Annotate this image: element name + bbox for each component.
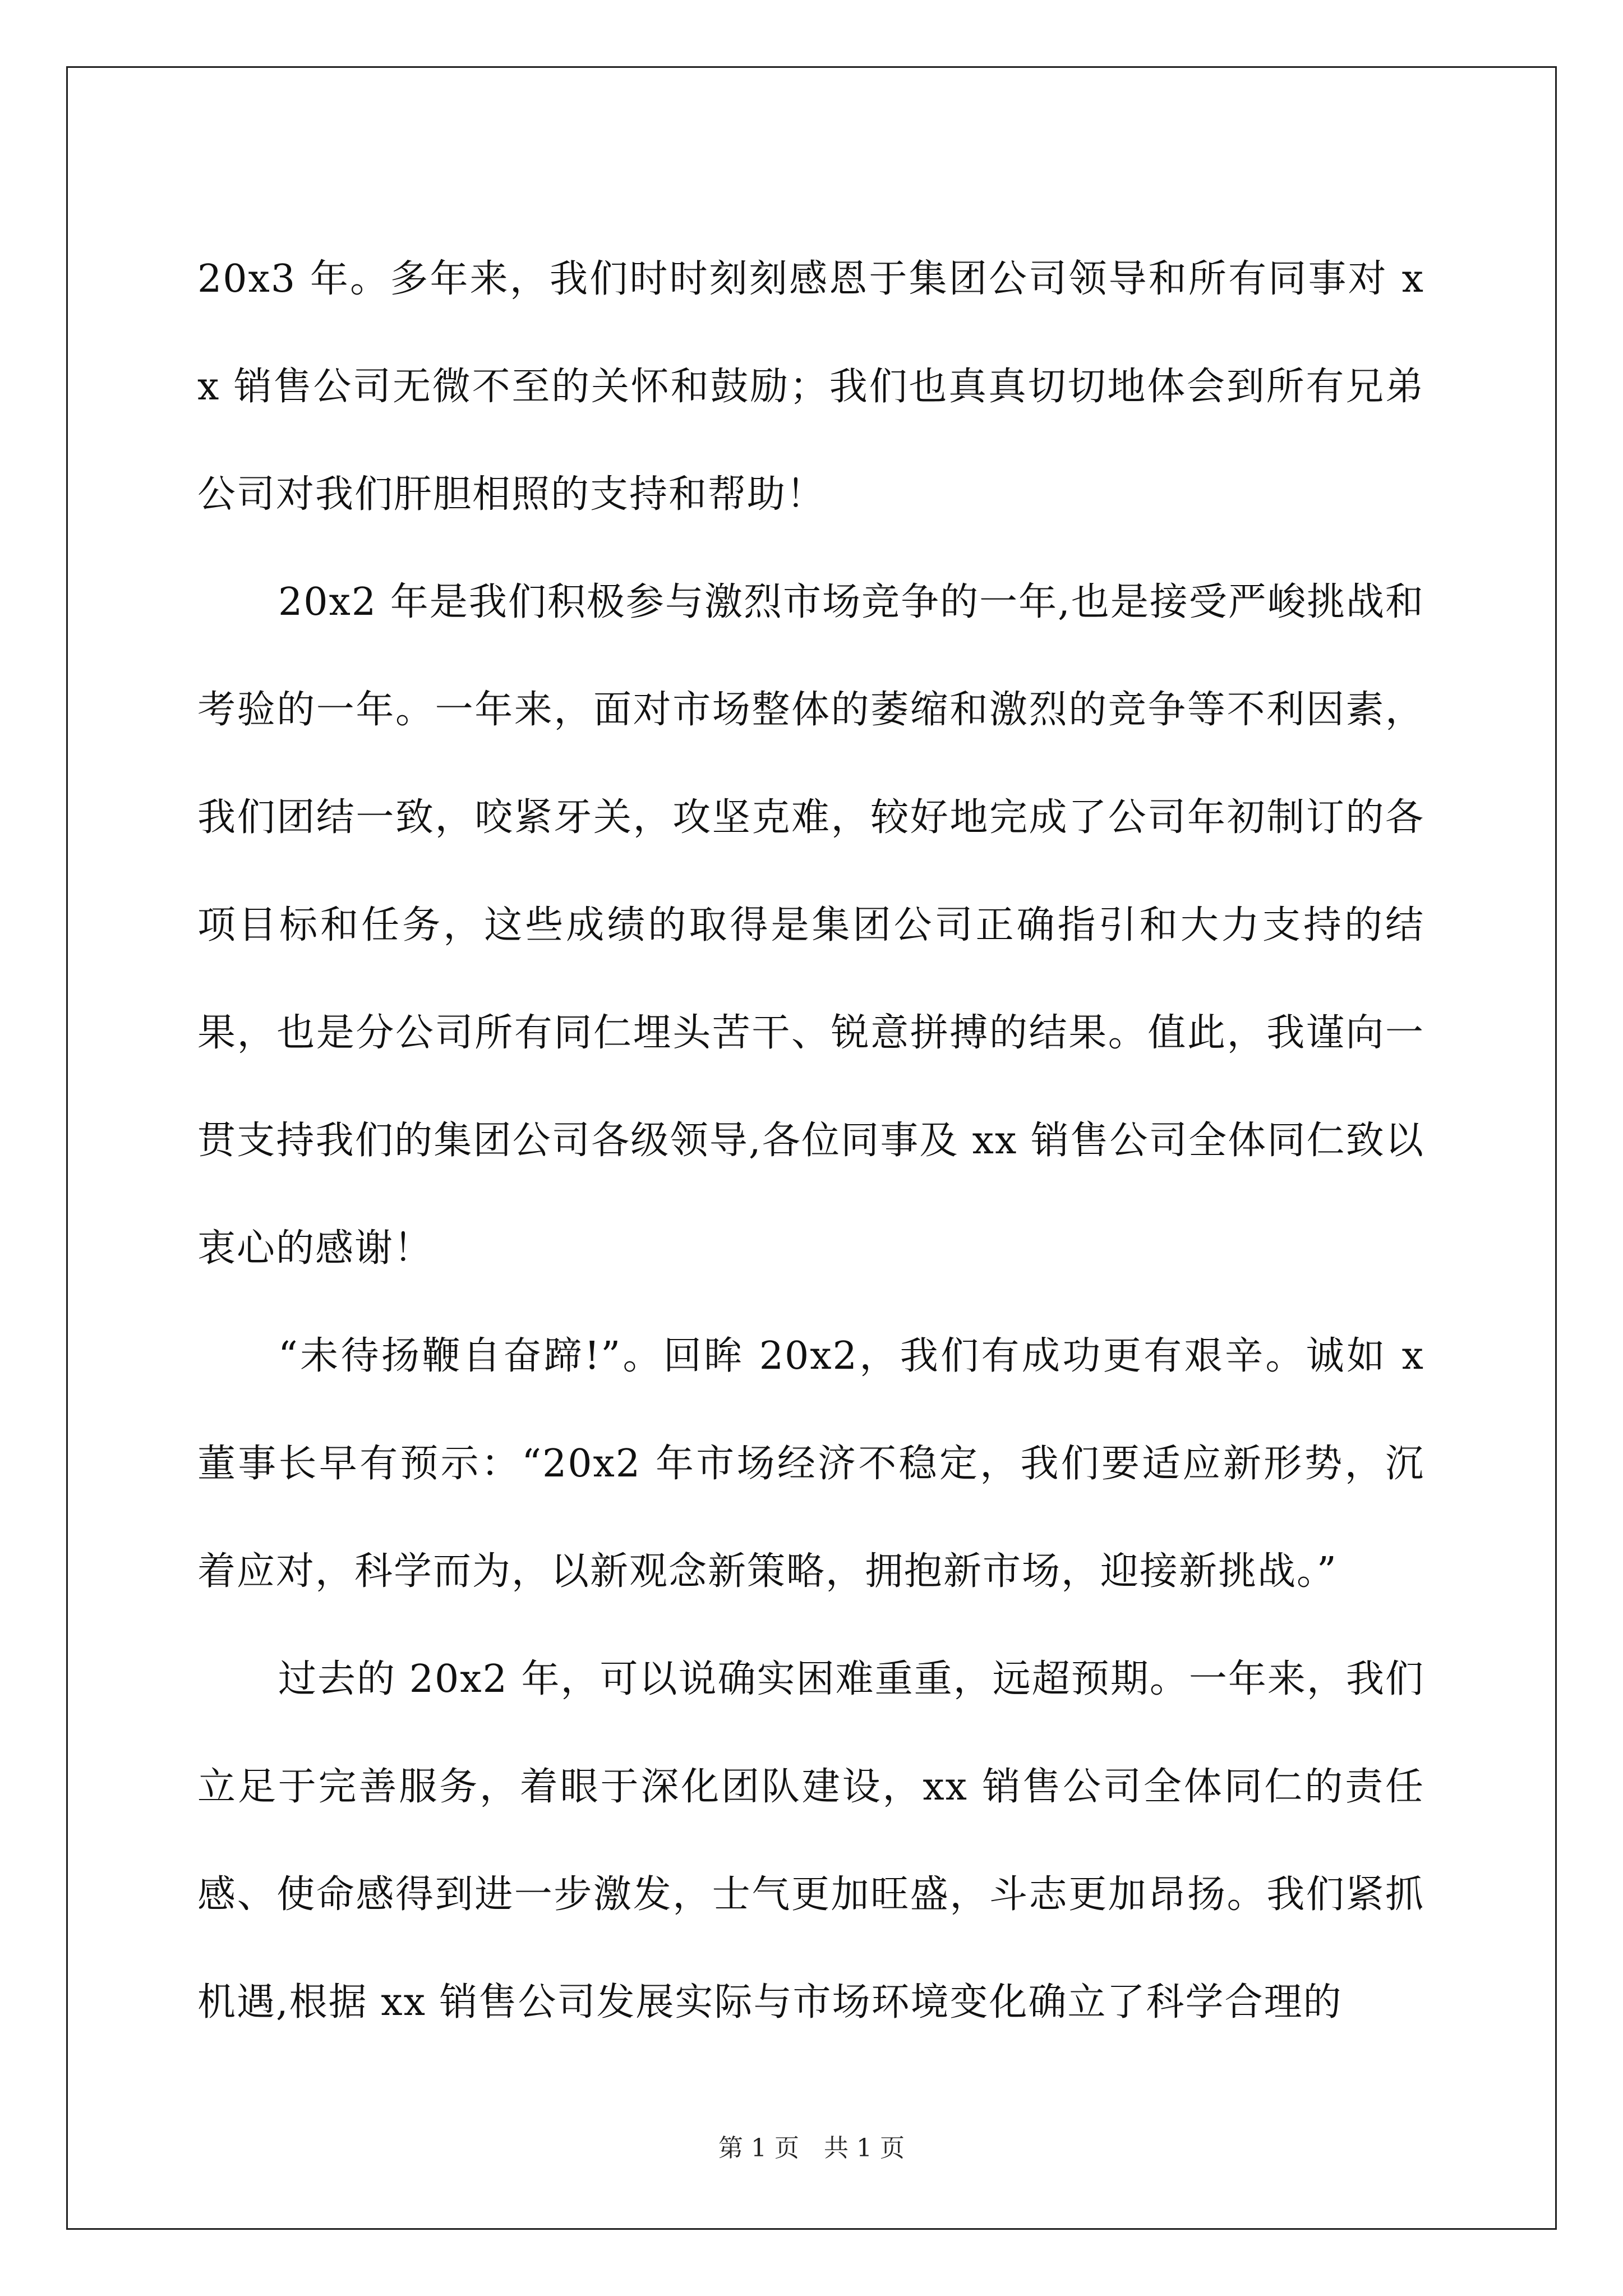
paragraph-1: 20x3 年。多年来，我们时时刻刻感恩于集团公司领导和所有同事对 xx 销售公司无微不至的关怀和鼓励；我们也真真切切地体会到所有兄弟公司对我们肝胆相照的支持和帮助！ <box>197 257 1424 517</box>
page-number-footer: 第 1 页 共 1 页 <box>718 2134 905 2162</box>
paragraph-2: 20x2 年是我们积极参与激烈市场竞争的一年,也是接受严峻挑战和考验的一年。一年来，面对市场整体的萎缩和激烈的竞争等不利因素，我们团结一致，咬紧牙关，攻坚克难，较好地完成了公司年初制订的各项目标和任务，这些成绩的取得是集团公司正确指引和大力支持的结果，也是分公司所有同仁埋头苦干、锐意拼搏的结果。值此，我谨向一贯支持我们的集团公司各级领导,各位同事及 xx 销售公司全体同仁致以衷心的感谢！ <box>197 580 1424 1271</box>
paragraph-3: “未待扬鞭自奋蹄!”。回眸 20x2，我们有成功更有艰辛。诚如 x 董事长早有预示：“20x2 年市场经济不稳定，我们要适应新形势，沉着应对，科学而为，以新观念新策略，拥抱新市场，迎接新挑战。” <box>197 1334 1424 1594</box>
paragraph-4: 过去的 20x2 年，可以说确实困难重重，远超预期。一年来，我们立足于完善服务，着眼于深化团队建设，xx 销售公司全体同仁的责任感、使命感得到进一步激发，士气更加旺盛，斗志更加昂扬。我们紧抓机遇,根据 xx 销售公司发展实际与市场环境变化确立了科学合理的 <box>197 1657 1424 2024</box>
document-body <box>197 226 1424 2056</box>
